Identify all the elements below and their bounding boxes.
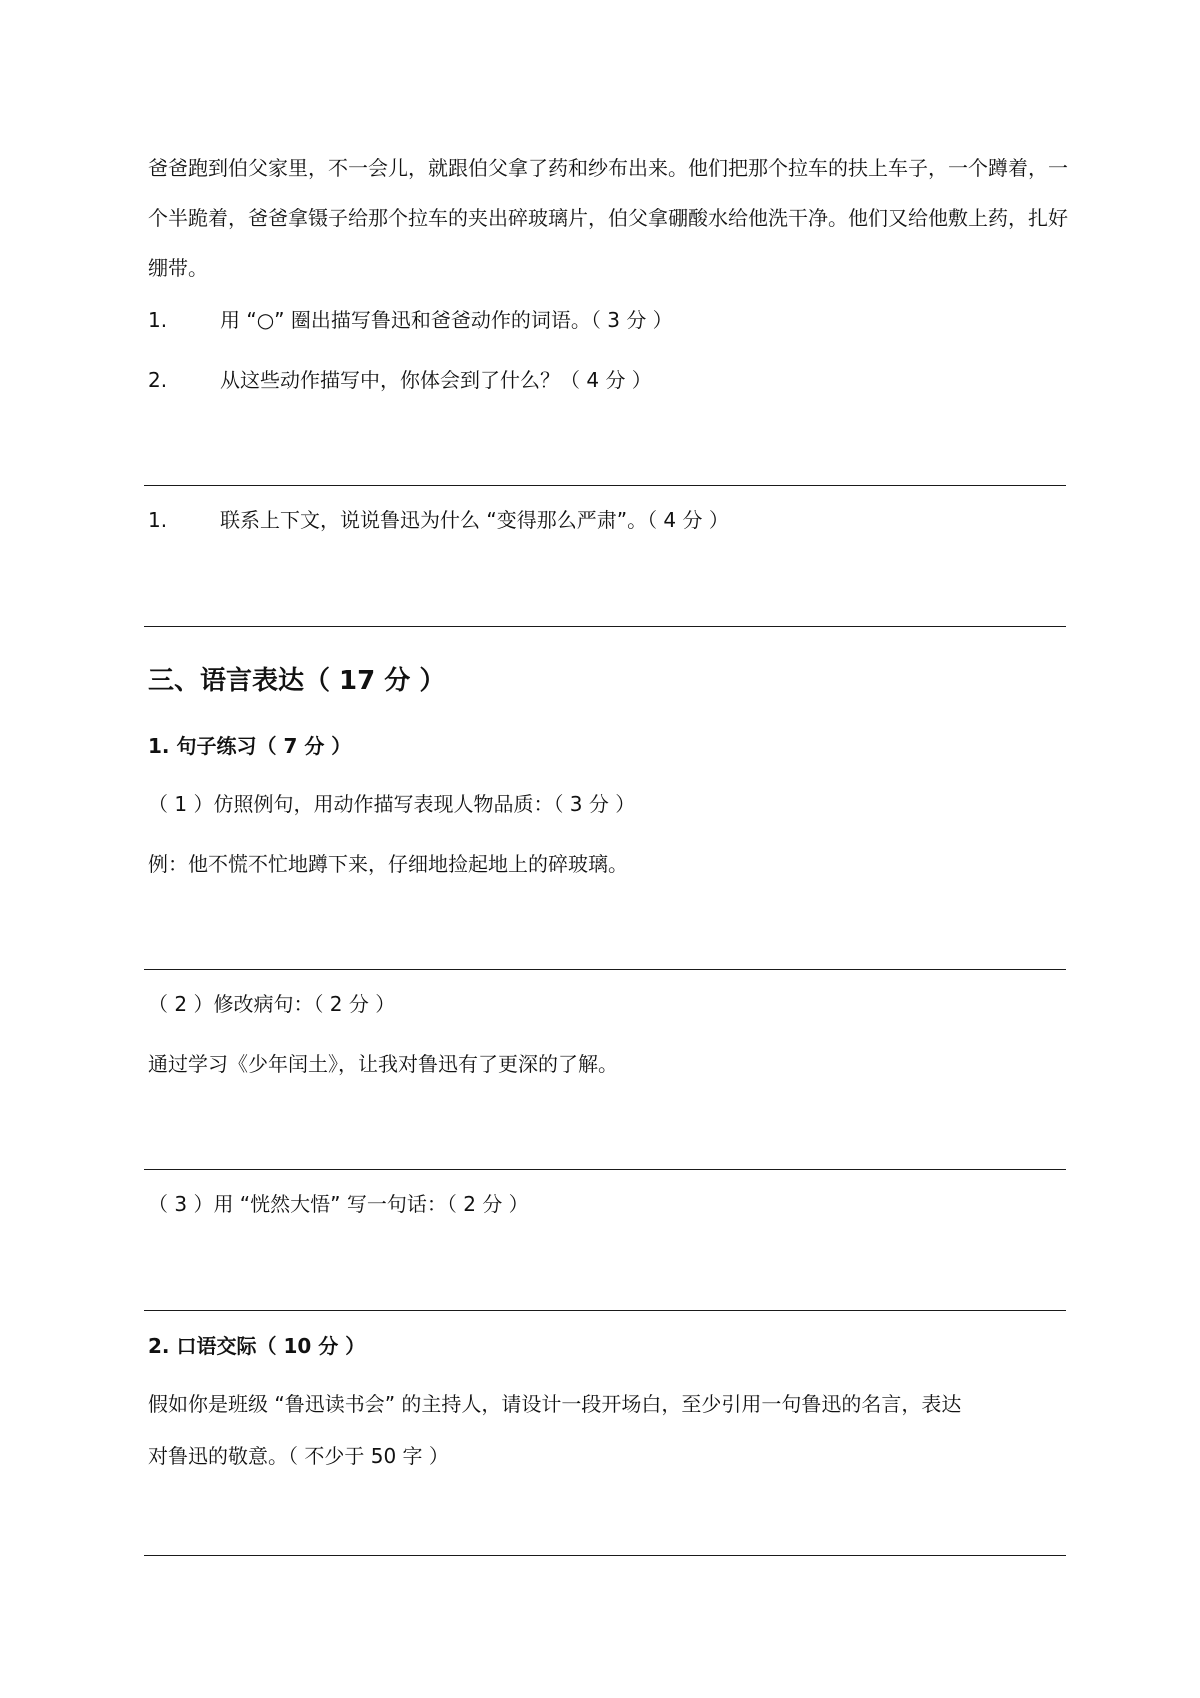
item-label: （ 1 ）仿照例句，用动作描写表现人物品质：（ 3 分 ） [148, 792, 636, 816]
reading-passage: 爸爸跑到伯父家里，不一会儿，就跟伯父拿了药和纱布出来。他们把那个拉车的扶上车子，一个蹲着，一个半跪着，爸爸拿镊子给那个拉车的夹出碎玻璃片，伯父拿硼酸水给他洗干净。他们又给他敷上药，扎好绷带。 [148, 156, 1068, 280]
answer-line[interactable] [144, 1310, 1066, 1311]
question-number: 2. [148, 368, 168, 392]
answer-line[interactable] [144, 1169, 1066, 1170]
section-title: 三、语言表达（ 17 分 ） [148, 666, 446, 696]
faulty-sentence: 通过学习《少年闰土》，让我对鲁迅有了更深的了解。 [148, 1052, 618, 1076]
item-label: （ 3 ）用 “恍然大悟” 写一句话：（ 2 分 ） [148, 1192, 529, 1216]
answer-line[interactable] [144, 485, 1066, 486]
item-label: （ 2 ）修改病句：（ 2 分 ） [148, 992, 396, 1016]
answer-line[interactable] [144, 969, 1066, 970]
question-number: 1. [148, 508, 168, 532]
question-feelings: 从这些动作描写中，你体会到了什么？（ 4 分 ） [220, 368, 652, 392]
answer-line[interactable] [144, 626, 1066, 627]
subsection-title: 1. 句子练习（ 7 分 ） [148, 734, 352, 758]
oral-prompt-line: 假如你是班级 “鲁迅读书会” 的主持人，请设计一段开场白，至少引用一句鲁迅的名言，表达 [148, 1392, 962, 1416]
oral-prompt-line: 对鲁迅的敬意。（ 不少于 50 字 ） [148, 1444, 449, 1468]
subsection-title: 2. 口语交际（ 10 分 ） [148, 1334, 366, 1358]
example-sentence: 例：他不慌不忙地蹲下来，仔细地捡起地上的碎玻璃。 [148, 852, 628, 876]
question-number: 1. [148, 308, 168, 332]
question-circle-words: 用 “○” 圈出描写鲁迅和爸爸动作的词语。（ 3 分 ） [220, 308, 673, 332]
question-serious: 联系上下文，说说鲁迅为什么 “变得那么严肃”。（ 4 分 ） [220, 508, 729, 532]
answer-line[interactable] [144, 1555, 1066, 1556]
